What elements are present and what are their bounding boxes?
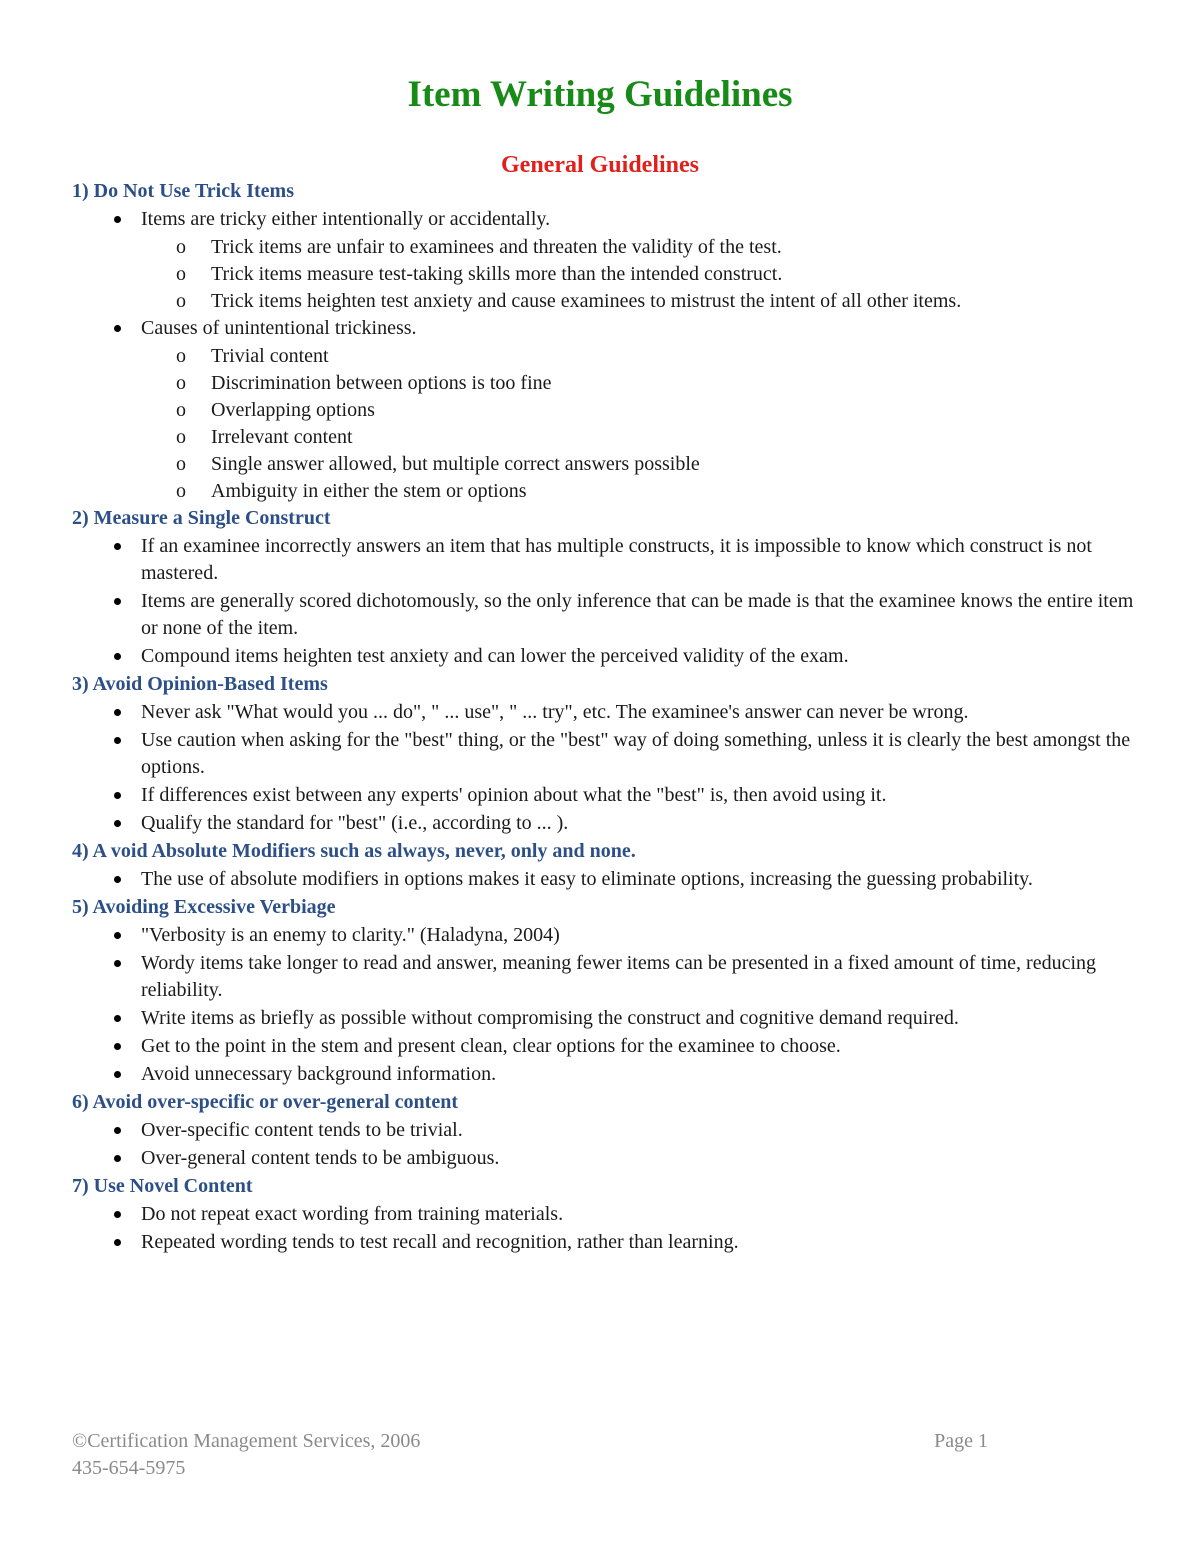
section-heading: 1) Do Not Use Trick Items xyxy=(72,180,295,202)
sub-bullet-item xyxy=(72,343,1142,370)
bullet-item xyxy=(72,1145,1142,1172)
circle-bullet-icon: o xyxy=(176,236,186,258)
bullet-item xyxy=(72,1229,1142,1256)
section-7 xyxy=(72,1173,1142,1256)
bullet-dot-icon xyxy=(114,1211,121,1218)
footer-phone: 435-654-5975 xyxy=(72,1457,186,1479)
sub-bullet-item xyxy=(72,478,1142,505)
document-title: Item Writing Guidelines xyxy=(407,74,793,115)
bullet-dot-icon xyxy=(114,1127,121,1134)
bullet-text: Wordy items take longer to read and answer, meaning fewer items can be presented in a fixed amount of time, reducing reliability. xyxy=(141,952,1097,1001)
bullet-text: Qualify the standard for "best" (i.e., according to ... ). xyxy=(141,812,569,834)
sub-bullet-item xyxy=(72,234,1142,261)
bullet-dot-icon xyxy=(114,1015,121,1022)
section-heading: 2) Measure a Single Construct xyxy=(72,507,331,529)
bullet-dot-icon xyxy=(114,876,121,883)
circle-bullet-icon: o xyxy=(176,372,186,394)
bullet-dot-icon xyxy=(114,653,121,660)
section-heading: 6) Avoid over-specific or over-general content xyxy=(72,1091,458,1113)
bullet-text: Get to the point in the stem and present clean, clear options for the examinee to choose. xyxy=(141,1035,841,1057)
footer-page-number: Page 1 xyxy=(934,1430,988,1452)
bullet-dot-icon xyxy=(114,543,121,550)
circle-bullet-icon: o xyxy=(176,290,186,312)
bullet-text: Over-general content tends to be ambiguous. xyxy=(141,1147,500,1169)
sub-bullet-item xyxy=(72,261,1142,288)
section-heading: 4) A void Absolute Modifiers such as always, never, only and none. xyxy=(72,840,636,862)
sub-bullet-item xyxy=(72,451,1142,478)
bullet-text: Causes of unintentional trickiness. xyxy=(141,317,417,339)
sub-bullet-item xyxy=(72,370,1142,397)
bullet-text: If an examinee incorrectly answers an item that has multiple constructs, it is impossible to know which construct is not mastered. xyxy=(141,535,1092,584)
bullet-text: The use of absolute modifiers in options makes it easy to eliminate options, increasing the guessing probability. xyxy=(141,868,1033,890)
bullet-item xyxy=(72,699,1142,726)
bullet-dot-icon xyxy=(114,598,121,605)
bullet-item xyxy=(72,1061,1142,1088)
circle-bullet-icon: o xyxy=(176,263,186,285)
sub-bullet-text: Trick items are unfair to examinees and threaten the validity of the test. xyxy=(211,236,782,258)
bullet-dot-icon xyxy=(114,960,121,967)
bullet-item xyxy=(72,588,1142,642)
footer-copyright: ©Certification Management Services, 2006 xyxy=(72,1430,421,1452)
bullet-dot-icon xyxy=(114,792,121,799)
sub-bullet-text: Trivial content xyxy=(211,345,329,367)
section-heading: 5) Avoiding Excessive Verbiage xyxy=(72,896,336,918)
bullet-dot-icon xyxy=(114,1071,121,1078)
bullet-dot-icon xyxy=(114,709,121,716)
bullet-item xyxy=(72,1117,1142,1144)
bullet-text: If differences exist between any experts' opinion about what the "best" is, then avoid using it. xyxy=(141,784,887,806)
bullet-item xyxy=(72,1033,1142,1060)
circle-bullet-icon: o xyxy=(176,480,186,502)
bullet-dot-icon xyxy=(114,1043,121,1050)
bullet-text: Compound items heighten test anxiety and can lower the perceived validity of the exam. xyxy=(141,645,849,667)
bullet-dot-icon xyxy=(114,1239,121,1246)
sub-bullet-text: Trick items heighten test anxiety and cause examinees to mistrust the intent of all other items. xyxy=(211,290,962,312)
section-5 xyxy=(72,894,1142,1088)
section-3 xyxy=(72,671,1142,837)
circle-bullet-icon: o xyxy=(176,426,186,448)
sub-bullet-text: Trick items measure test-taking skills more than the intended construct. xyxy=(211,263,783,285)
bullet-text: Repeated wording tends to test recall and recognition, rather than learning. xyxy=(141,1231,739,1253)
sub-bullet-item xyxy=(72,397,1142,424)
sub-bullet-text: Overlapping options xyxy=(211,399,375,421)
bullet-text: Over-specific content tends to be trivial. xyxy=(141,1119,463,1141)
section-6 xyxy=(72,1089,1142,1172)
bullet-item xyxy=(72,643,1142,670)
section-heading: 3) Avoid Opinion-Based Items xyxy=(72,673,328,695)
section-2 xyxy=(72,505,1142,670)
bullet-item xyxy=(72,866,1142,893)
bullet-item xyxy=(72,950,1142,1004)
section-1 xyxy=(72,178,1142,505)
bullet-dot-icon xyxy=(114,216,121,223)
bullet-text: Items are generally scored dichotomously, so the only inference that can be made is that the examinee knows the entire item or none of the item. xyxy=(141,590,1134,639)
bullet-text: Do not repeat exact wording from training materials. xyxy=(141,1203,564,1225)
bullet-text: Write items as briefly as possible without compromising the construct and cognitive demand required. xyxy=(141,1007,959,1029)
bullet-text: "Verbosity is an enemy to clarity." (Haladyna, 2004) xyxy=(141,924,560,946)
document-body xyxy=(72,178,1142,1257)
sub-bullet-item xyxy=(72,424,1142,451)
bullet-dot-icon xyxy=(114,1155,121,1162)
document-subtitle: General Guidelines xyxy=(501,152,699,178)
sub-bullet-text: Single answer allowed, but multiple correct answers possible xyxy=(211,453,700,475)
bullet-dot-icon xyxy=(114,325,121,332)
section-4 xyxy=(72,838,1142,893)
bullet-text: Use caution when asking for the "best" thing, or the "best" way of doing something, unless it is clearly the best amongst the options. xyxy=(141,729,1131,778)
bullet-item xyxy=(72,922,1142,949)
bullet-text: Avoid unnecessary background information. xyxy=(141,1063,497,1085)
bullet-dot-icon xyxy=(114,932,121,939)
bullet-dot-icon xyxy=(114,737,121,744)
circle-bullet-icon: o xyxy=(176,399,186,421)
sub-bullet-text: Discrimination between options is too fine xyxy=(211,372,552,394)
circle-bullet-icon: o xyxy=(176,345,186,367)
bullet-item xyxy=(72,533,1142,587)
bullet-item xyxy=(72,810,1142,837)
bullet-text: Never ask "What would you ... do", " ... use", " ... try", etc. The examinee's answer can never be wrong. xyxy=(141,701,969,723)
bullet-dot-icon xyxy=(114,820,121,827)
bullet-item xyxy=(72,315,1142,342)
bullet-item xyxy=(72,206,1142,233)
bullet-item xyxy=(72,1201,1142,1228)
section-heading: 7) Use Novel Content xyxy=(72,1175,253,1197)
bullet-item xyxy=(72,782,1142,809)
circle-bullet-icon: o xyxy=(176,453,186,475)
footer-left xyxy=(72,1428,420,1482)
bullet-item xyxy=(72,727,1142,781)
sub-bullet-item xyxy=(72,288,1142,315)
sub-bullet-text: Irrelevant content xyxy=(211,426,353,448)
bullet-text: Items are tricky either intentionally or accidentally. xyxy=(141,208,551,230)
bullet-item xyxy=(72,1005,1142,1032)
sub-bullet-text: Ambiguity in either the stem or options xyxy=(211,480,527,502)
